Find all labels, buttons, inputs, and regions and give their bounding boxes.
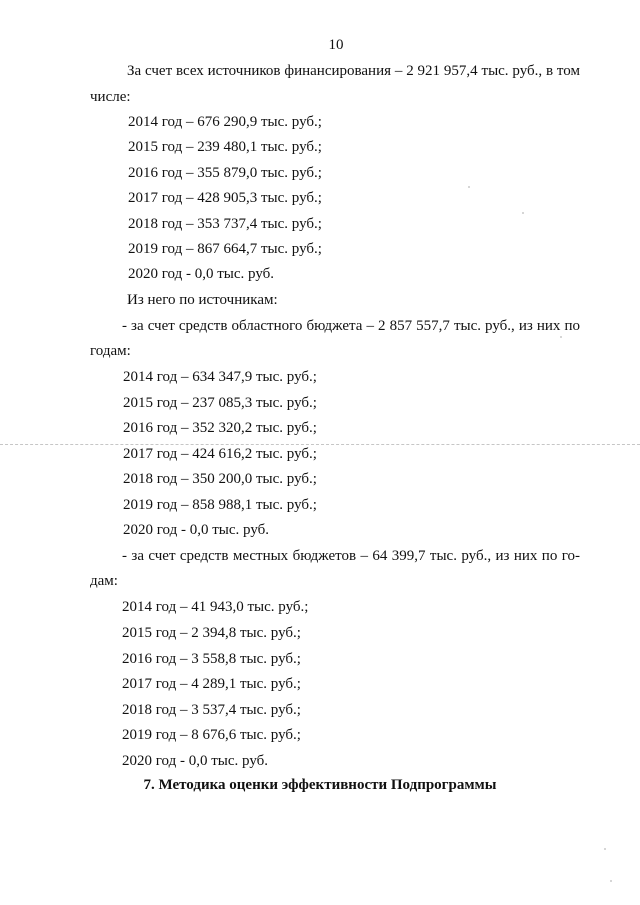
scan-speck xyxy=(604,848,606,850)
local-year-2020: 2020 год - 0,0 тыс. руб. xyxy=(122,753,269,769)
local-year-2014: 2014 год – 41 943,0 тыс. руб.; xyxy=(122,599,309,615)
regional-year-2016: 2016 год – 352 320,2 тыс. руб.; xyxy=(123,420,317,436)
sources-label: Из него по источникам: xyxy=(127,292,278,308)
total-year-2020: 2020 год - 0,0 тыс. руб. xyxy=(128,266,275,282)
page-number: 10 xyxy=(328,37,344,53)
local-year-2017: 2017 год – 4 289,1 тыс. руб.; xyxy=(122,676,301,692)
scan-speck xyxy=(610,880,612,882)
local-line-1: - за счет средств местных бюджетов – 64 399,7 тыс. руб., из них по го- xyxy=(122,548,580,564)
local-year-2016: 2016 год – 3 558,8 тыс. руб.; xyxy=(122,651,301,667)
local-year-2019: 2019 год – 8 676,6 тыс. руб.; xyxy=(122,727,301,743)
total-year-2014: 2014 год – 676 290,9 тыс. руб.; xyxy=(128,114,322,130)
scan-artifact-line xyxy=(0,444,640,445)
intro-line-2: числе: xyxy=(90,89,131,105)
scan-speck xyxy=(468,186,470,188)
total-year-2015: 2015 год – 239 480,1 тыс. руб.; xyxy=(128,139,322,155)
total-year-2017: 2017 год – 428 905,3 тыс. руб.; xyxy=(128,190,322,206)
regional-year-2015: 2015 год – 237 085,3 тыс. руб.; xyxy=(123,395,317,411)
section-heading: 7. Методика оценки эффективности Подпрограммы xyxy=(143,777,497,793)
local-line-2: дам: xyxy=(90,573,118,589)
regional-year-2014: 2014 год – 634 347,9 тыс. руб.; xyxy=(123,369,317,385)
total-year-2019: 2019 год – 867 664,7 тыс. руб.; xyxy=(128,241,322,257)
local-year-2015: 2015 год – 2 394,8 тыс. руб.; xyxy=(122,625,301,641)
regional-year-2017: 2017 год – 424 616,2 тыс. руб.; xyxy=(123,446,317,462)
local-year-2018: 2018 год – 3 537,4 тыс. руб.; xyxy=(122,702,301,718)
regional-line-1: - за счет средств областного бюджета – 2 857 557,7 тыс. руб., из них по xyxy=(122,318,580,334)
scan-speck xyxy=(522,212,524,214)
total-year-2016: 2016 год – 355 879,0 тыс. руб.; xyxy=(128,165,322,181)
total-year-2018: 2018 год – 353 737,4 тыс. руб.; xyxy=(128,216,322,232)
scan-speck xyxy=(560,336,562,338)
regional-line-2: годам: xyxy=(90,343,131,359)
intro-line-1: За счет всех источников финансирования – 2 921 957,4 тыс. руб., в том xyxy=(127,63,580,79)
regional-year-2019: 2019 год – 858 988,1 тыс. руб.; xyxy=(123,497,317,513)
regional-year-2018: 2018 год – 350 200,0 тыс. руб.; xyxy=(123,471,317,487)
regional-year-2020: 2020 год - 0,0 тыс. руб. xyxy=(123,522,270,538)
